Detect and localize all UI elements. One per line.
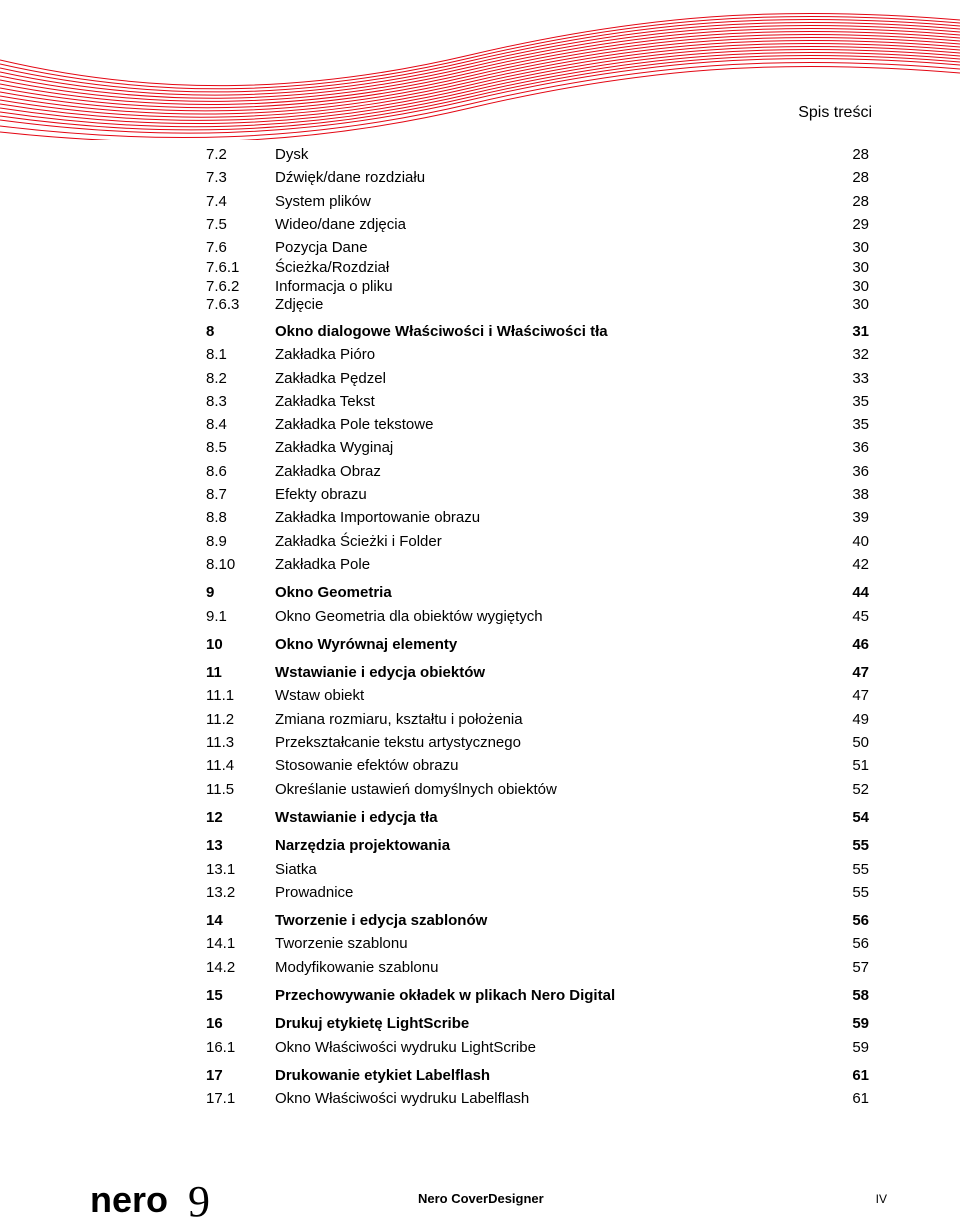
toc-entry[interactable] <box>206 236 869 259</box>
toc-entry[interactable] <box>206 553 869 576</box>
toc-entry-title: Zakładka Pióro <box>275 346 376 364</box>
nero-logo-version: 9 <box>188 1180 210 1224</box>
toc-entry-number: 7.6 <box>206 239 227 257</box>
toc-entry-page: 45 <box>852 607 869 625</box>
toc-entry[interactable] <box>206 633 869 656</box>
toc-entry-number: 9.1 <box>206 607 227 625</box>
toc-entry-title: Drukowanie etykiet Labelflash <box>275 1066 491 1084</box>
toc-entry-number: 15 <box>206 987 223 1004</box>
toc-entry-title: Okno Wyrównaj elementy <box>275 635 458 653</box>
toc-entry-page: 36 <box>852 462 869 480</box>
toc-entry-number: 13.2 <box>206 883 236 901</box>
toc-entry-page: 30 <box>852 296 869 314</box>
section-label: Spis treści <box>798 104 872 121</box>
toc-entry-number: 11.1 <box>206 687 235 705</box>
toc-entry-number: 16.1 <box>206 1038 236 1056</box>
toc-entry-page: 30 <box>852 259 869 277</box>
toc-entry[interactable] <box>206 581 869 604</box>
toc-entry-title: Zmiana rozmiaru, kształtu i położenia <box>275 710 523 728</box>
toc-entry-page: 50 <box>852 734 869 752</box>
toc-entry-page: 32 <box>852 346 869 364</box>
toc-entry-page: 44 <box>852 584 869 602</box>
toc-entry[interactable] <box>206 390 869 413</box>
footer-product-name: Nero CoverDesigner <box>418 1191 544 1206</box>
toc-entry-title: Stosowanie efektów obrazu <box>275 757 459 775</box>
toc-entry[interactable] <box>206 956 869 979</box>
toc-entry-number: 8.6 <box>206 462 227 480</box>
toc-entry-number: 14.1 <box>206 935 236 953</box>
toc-entry-number: 7.4 <box>206 192 227 210</box>
toc-entry-number: 8.1 <box>206 346 227 364</box>
toc-entry-number: 12 <box>206 808 223 826</box>
toc-entry-number: 7.5 <box>206 215 227 233</box>
toc-entry[interactable] <box>206 296 869 315</box>
toc-entry-title: Wideo/dane zdjęcia <box>275 215 406 233</box>
toc-entry-title: Zakładka Importowanie obrazu <box>275 509 481 527</box>
toc-entry-page: 38 <box>852 486 869 504</box>
toc-entry-title: Zdjęcie <box>275 296 324 314</box>
toc-entry-title: System plików <box>275 192 371 210</box>
toc-entry[interactable] <box>206 778 869 801</box>
toc-entry-page: 33 <box>852 369 869 387</box>
toc-entry[interactable] <box>206 436 869 459</box>
toc-entry[interactable] <box>206 881 869 904</box>
toc-entry-title: Zakładka Ścieżki i Folder <box>275 532 442 550</box>
nero-logo-wordmark: nero <box>90 1180 169 1220</box>
toc-entry-number: 8.3 <box>206 392 227 410</box>
toc-entry-page: 30 <box>852 239 869 257</box>
toc-entry-number: 11.5 <box>206 780 235 798</box>
toc-entry-page: 59 <box>852 1015 869 1033</box>
toc-entry-page: 61 <box>852 1066 869 1084</box>
toc-entry-title: Zakładka Wyginaj <box>275 439 394 457</box>
toc-entry[interactable] <box>206 483 869 506</box>
toc-entry-title: Przechowywanie okładek w plikach Nero Digital <box>275 987 616 1004</box>
toc-entry-number: 11.4 <box>206 757 235 775</box>
toc-entry-title: Okno Właściwości wydruku Labelflash <box>275 1090 530 1108</box>
toc-entry[interactable] <box>206 684 869 707</box>
toc-entry[interactable] <box>206 166 869 189</box>
toc-entry-title: Okno Geometria dla obiektów wygiętych <box>275 607 543 625</box>
toc-entry-number: 7.6.2 <box>206 277 240 295</box>
toc-entry[interactable] <box>206 190 869 213</box>
toc-entry[interactable] <box>206 806 869 829</box>
toc-entry-title: Okno dialogowe Właściwości i Właściwości tła <box>275 322 608 340</box>
toc-entry[interactable] <box>206 754 869 777</box>
toc-entry[interactable] <box>206 143 869 166</box>
toc-entry-page: 31 <box>852 322 869 340</box>
toc-entry-page: 55 <box>852 860 869 878</box>
toc-entry[interactable] <box>206 731 869 754</box>
footer-page-number: IV <box>875 1192 887 1206</box>
toc-entry[interactable] <box>206 932 869 955</box>
toc-entry-page: 28 <box>852 146 869 163</box>
toc-entry[interactable] <box>206 708 869 731</box>
toc-entry-title: Drukuj etykietę LightScribe <box>275 1015 470 1033</box>
toc-entry-title: Zakładka Obraz <box>275 462 381 480</box>
toc-entry-page: 28 <box>852 169 869 187</box>
toc-entry-title: Ścieżka/Rozdział <box>275 259 390 277</box>
toc-entry[interactable] <box>206 834 869 857</box>
toc-entry-title: Tworzenie szablonu <box>275 935 408 953</box>
table-of-contents <box>206 143 869 1110</box>
toc-entry-number: 13.1 <box>206 860 236 878</box>
toc-entry-page: 56 <box>852 935 869 953</box>
toc-entry-title: Narzędzia projektowania <box>275 837 451 855</box>
toc-entry-number: 8.8 <box>206 509 227 527</box>
toc-entry-number: 10 <box>206 635 223 653</box>
toc-entry-page: 30 <box>852 277 869 295</box>
toc-entry-title: Zakładka Tekst <box>275 392 375 410</box>
toc-entry-page: 29 <box>852 215 869 233</box>
toc-entry[interactable] <box>206 213 869 236</box>
toc-entry-number: 11.2 <box>206 710 235 728</box>
toc-entry-page: 39 <box>852 509 869 527</box>
toc-entry-title: Wstaw obiekt <box>275 687 365 705</box>
toc-entry-page: 55 <box>852 837 869 855</box>
toc-entry-number: 17.1 <box>206 1090 236 1108</box>
toc-entry[interactable] <box>206 413 869 436</box>
toc-entry-number: 8.2 <box>206 369 227 387</box>
toc-entry-title: Tworzenie i edycja szablonów <box>275 912 488 930</box>
toc-entry[interactable] <box>206 605 869 628</box>
toc-entry-title: Pozycja Dane <box>275 239 368 257</box>
toc-entry[interactable] <box>206 984 869 1007</box>
toc-entry-number: 16 <box>206 1015 223 1033</box>
toc-entry[interactable] <box>206 320 869 343</box>
toc-entry-page: 59 <box>852 1038 869 1056</box>
toc-entry-page: 47 <box>852 687 869 705</box>
toc-entry-page: 47 <box>852 664 869 682</box>
toc-entry-title: Okno Właściwości wydruku LightScribe <box>275 1038 536 1056</box>
toc-entry[interactable] <box>206 1012 869 1035</box>
toc-entry-number: 7.2 <box>206 146 227 163</box>
toc-entry[interactable] <box>206 367 869 390</box>
toc-entry-page: 58 <box>852 987 869 1004</box>
toc-entry-number: 7.3 <box>206 169 227 187</box>
toc-entry[interactable] <box>206 661 869 684</box>
toc-entry-number: 8.10 <box>206 555 236 573</box>
toc-entry-title: Wstawianie i edycja tła <box>275 808 438 826</box>
toc-entry[interactable] <box>206 1036 869 1059</box>
toc-entry-number: 17 <box>206 1066 223 1084</box>
toc-entry-number: 13 <box>206 837 223 855</box>
toc-entry-number: 14.2 <box>206 958 236 976</box>
toc-entry[interactable] <box>206 858 869 881</box>
toc-entry-title: Prowadnice <box>275 883 354 901</box>
toc-entry-number: 8.5 <box>206 439 227 457</box>
toc-entry-number: 8.9 <box>206 532 227 550</box>
toc-entry-title: Zakładka Pędzel <box>275 369 386 387</box>
toc-entry-number: 7.6.1 <box>206 259 240 277</box>
toc-entry-title: Okno Geometria <box>275 584 392 602</box>
toc-entry-page: 56 <box>852 912 869 930</box>
toc-entry-page: 35 <box>852 416 869 434</box>
toc-entry-title: Wstawianie i edycja obiektów <box>275 664 486 682</box>
toc-entry-page: 46 <box>852 635 869 653</box>
toc-entry[interactable] <box>206 460 869 483</box>
toc-entry-number: 14 <box>206 912 223 930</box>
toc-entry-page: 28 <box>852 192 869 210</box>
toc-entry-title: Zakładka Pole <box>275 555 371 573</box>
toc-entry-page: 35 <box>852 392 869 410</box>
toc-entry-title: Efekty obrazu <box>275 486 367 504</box>
toc-entry-title: Przekształcanie tekstu artystycznego <box>275 734 521 752</box>
toc-entry-number: 8 <box>206 322 215 340</box>
toc-entry-title: Zakładka Pole tekstowe <box>275 416 434 434</box>
toc-entry-title: Siatka <box>275 860 317 878</box>
toc-entry[interactable] <box>206 1087 869 1110</box>
toc-entry-title: Dźwięk/dane rozdziału <box>275 169 426 187</box>
toc-entry-title: Dysk <box>275 146 309 163</box>
toc-entry-number: 7.6.3 <box>206 296 240 314</box>
toc-entry-number: 11.3 <box>206 734 235 752</box>
toc-entry[interactable] <box>206 506 869 529</box>
toc-entry-page: 36 <box>852 439 869 457</box>
toc-entry[interactable] <box>206 909 869 932</box>
toc-entry-title: Informacja o pliku <box>275 277 393 295</box>
toc-entry-page: 42 <box>852 555 869 573</box>
toc-entry[interactable] <box>206 1064 869 1087</box>
toc-entry[interactable] <box>206 278 869 297</box>
toc-entry-number: 8.7 <box>206 486 227 504</box>
toc-entry[interactable] <box>206 343 869 366</box>
toc-entry-page: 57 <box>852 958 869 976</box>
toc-entry-page: 49 <box>852 710 869 728</box>
toc-entry-title: Określanie ustawień domyślnych obiektów <box>275 780 557 798</box>
toc-entry-number: 8.4 <box>206 416 227 434</box>
nero-logo <box>90 1180 230 1224</box>
toc-entry[interactable] <box>206 259 869 278</box>
toc-entry[interactable] <box>206 530 869 553</box>
toc-entry-page: 61 <box>852 1090 869 1108</box>
toc-entry-page: 55 <box>852 883 869 901</box>
toc-entry-page: 52 <box>852 780 869 798</box>
toc-entry-number: 9 <box>206 584 215 602</box>
toc-entry-page: 54 <box>852 808 869 826</box>
toc-entry-page: 51 <box>852 757 869 775</box>
toc-entry-number: 11 <box>206 664 222 682</box>
toc-entry-page: 40 <box>852 532 869 550</box>
toc-entry-title: Modyfikowanie szablonu <box>275 958 439 976</box>
